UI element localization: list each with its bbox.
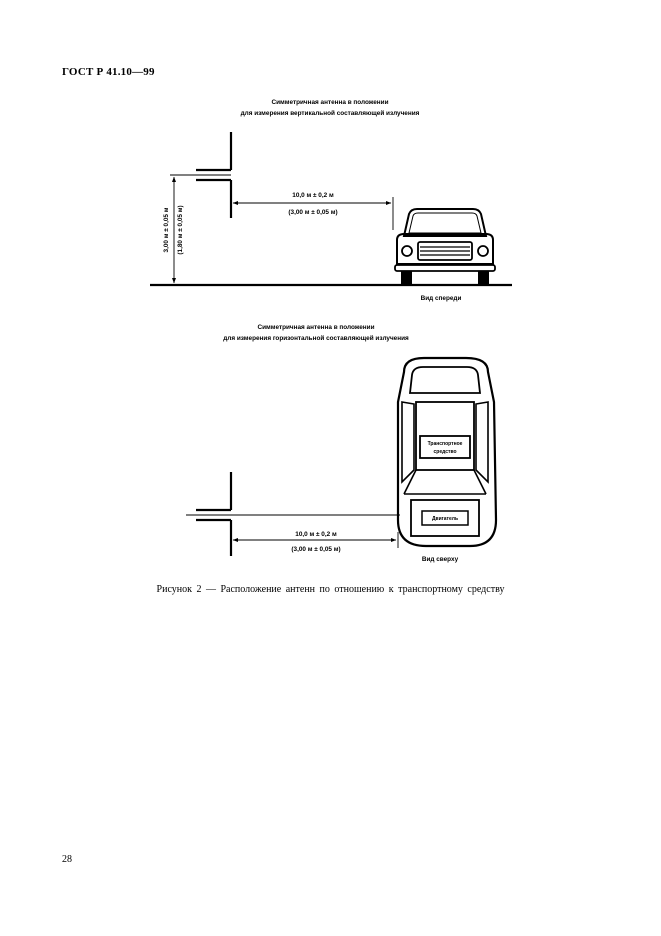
top-title-line2: для измерения горизонтальной составляющей излучения [223, 335, 409, 342]
front-view-label: Вид спереди [420, 295, 462, 302]
horizontal-antenna [196, 472, 231, 556]
top-view-label: Вид сверху [421, 556, 459, 563]
front-title-line2: для измерения вертикальной составляющей излучения [240, 110, 420, 117]
vehicle-label-line2: средство [433, 449, 457, 455]
front-distance-alt-label: (3,00 м ± 0,05 м) [288, 209, 338, 216]
top-distance-main-label: 10,0 м ± 0,2 м [295, 531, 337, 538]
page-number: 28 [62, 854, 72, 865]
engine-label: Двигатель [431, 516, 459, 522]
height-alt-label: (1,80 м ± 0,05 м) [177, 205, 184, 255]
height-main-label: 3,00 м ± 0,05 м [163, 207, 170, 253]
front-title-line1: Симметричная антенна в положении [271, 99, 389, 106]
page-header: ГОСТ Р 41.10—99 [62, 66, 155, 78]
front-distance-main-label: 10,0 м ± 0,2 м [292, 192, 334, 199]
car-front-view [395, 209, 495, 284]
figure-caption: Рисунок 2 — Расположение антенн по отношению к транспортному средству [156, 584, 505, 595]
vehicle-label-line1: Транспортное [427, 441, 463, 447]
top-title-line1: Симметричная антенна в положении [257, 324, 375, 331]
top-distance-alt-label: (3,00 м ± 0,05 м) [291, 546, 341, 553]
